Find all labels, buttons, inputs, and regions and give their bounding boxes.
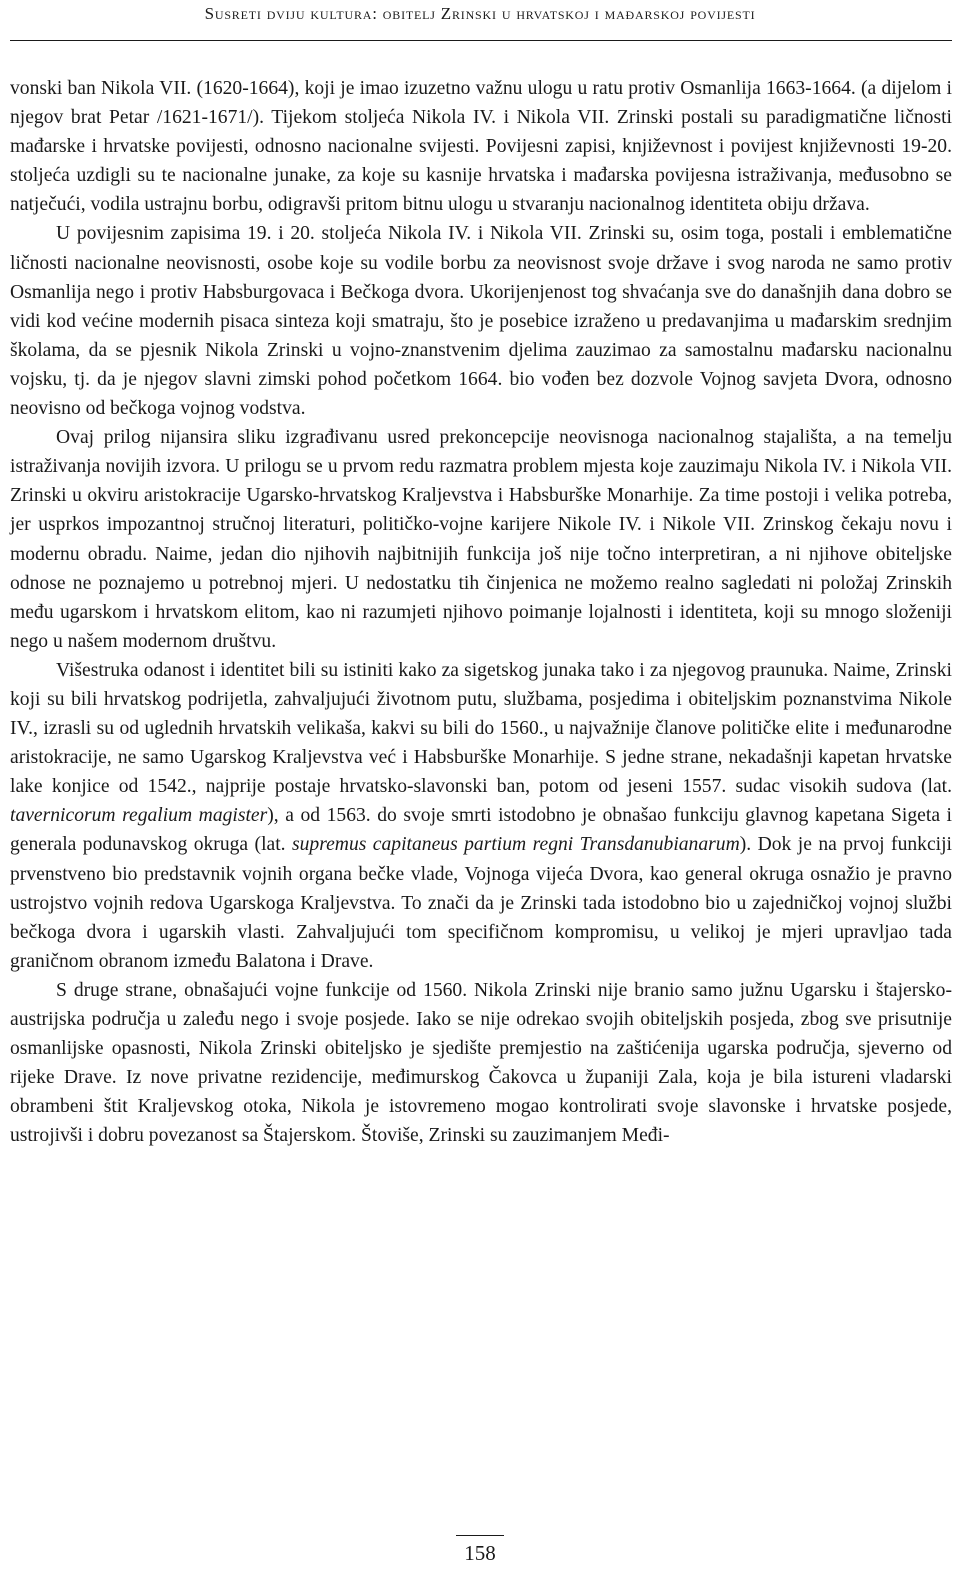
latin-term-tavernicorum: tavernicorum regalium magister [10, 805, 268, 827]
paragraph-3: Ovaj prilog nijansira sliku izgrađivanu usred prekoncepcije neovisnoga nacionalnog stajališta, a na temelju istraživanja novijih izvora. U prilogu se u prvom redu razmatra problem mjesta koje zauzimaju Nikola IV. i Nikola VII. Zrinski u okviru aristokracije Ugarsko-hrvatskog Kraljevstva i Habsburške Monarhije. Za time postoji i velika potreba, jer usprkos impozantnoj stručnoj literaturi, političko-vojne karijere Nikole IV. i Nikole VII. Zrinskog čekaju novu i modernu obradu. Naime, jedan dio njihovih najbitnijih funkcija još nije točno interpretiran, a ni njihove obiteljske odnose ne poznajemo u potrebnoj mjeri. U nedostatku tih činjenica ne možemo realno sagledati ni položaj Zrinskih među ugarskom i hrvatskom elitom, kao ni razumjeti njihovo poimanje lojalnosti i identiteta, koji su mnogo složeniji nego u našem modernom društvu. [10, 427, 952, 652]
paragraph-4-part-c: ). Dok je na prvoj funkciji prvenstveno bio predstavnik vojnih organa bečke vlade, Vojnoga vijeća Dvora, kao general okruga osnažio je pravno ustrojstvo vojnih redova Ugarskoga Kraljevstva. To znači da je Zrinski tada istodobno bio u zajedničkoj vojnoj službi bečkoga dvora i ugarskih vlasti. Zahvaljujući tom specifičnom kompromisu, u velikoj je mjeri upravljao tada graničnom obranom između Balatona i Drave. [10, 834, 952, 972]
page-number: 158 [464, 1541, 496, 1565]
latin-term-supremus: supremus capitaneus partium regni Transdanubianarum [291, 834, 740, 856]
main-text [10, 74, 952, 1150]
footer-divider [456, 1535, 504, 1536]
paragraph-4-part-b: ), a od 1563. do svoje smrti istodobno je obnašao funkciju glavnog kapetana Sigeta i generala podunavskog okruga (lat. [10, 805, 952, 856]
paragraph-1: vonski ban Nikola VII. (1620-1664), koji je imao izuzetno važnu ulogu u ratu protiv Osmanlija 1663-1664. (a dijelom i njegov brat Petar /1621-1671/). Tijekom stoljeća Nikola IV. i Nikola VII. Zrinski postali su paradigmatične ličnosti mađarske i hrvatske povijesti, odnosno nacionalne svijesti. Povijesni zapisi, književnost i povijest književnosti 19-20. stoljeća uzdigli su te nacionalne junake, za koje su kasnije hrvatska i mađarska povijesna istraživanja, međusobno se natječući, vodila ustrajnu borbu, odigravši pritom bitnu ulogu u stvaranju nacionalnog identiteta obiju država. [10, 78, 952, 216]
paragraph-2: U povijesnim zapisima 19. i 20. stoljeća Nikola IV. i Nikola VII. Zrinski su, osim toga, postali i emblematične ličnosti nacionalne neovisnosti, osobe koje su vodile borbu za neovisnost svoje države i svog naroda ne samo protiv Osmanlija nego i protiv Habsburgovaca i Bečkoga dvora. Ukorijenjenost tog shvaćanja sve do današnjih dana dobro se vidi kod većine modernih pisaca sinteza koji smatraju, što je posebice izraženo u predavanjima u mađarskim srednjim školama, da se pjesnik Nikola Zrinski u vojno-znanstvenim djelima zauzimao za samostalnu mađarsku nacionalnu vojsku, tj. da je njegov slavni zimski pohod početkom 1664. bio vođen bez dozvole Vojnog savjeta Dvora, odnosno neovisno od bečkoga vojnog vodstva. [10, 223, 952, 420]
running-header: Susreti dviju kultura: obitelj Zrinski u hrvatskoj i mađarskoj povijesti [204, 4, 756, 23]
paragraph-5: S druge strane, obnašajući vojne funkcije od 1560. Nikola Zrinski nije branio samo južnu Ugarsku i štajersko-austrijska područja u zaleđu nego i svoje posjede. Iako se nije odrekao svojih obiteljskih posjeda, zbog sve prisutnije osmanlijske opasnosti, Nikola Zrinski obiteljsko je sjedište premjestio na zaštićenija ugarska područja, sjeverno od rijeke Drave. Iz nove privatne rezidencije, međimurskog Čakovca u županiji Zala, koja je bila istureni vladarski obrambeni štit Kraljevskog otoka, Nikola je istovremeno mogao kontrolirati svoje slavonske i hrvatske posjede, ustrojivši i dobru povezanost sa Štajerskom. Štoviše, Zrinski su zauzimanjem Međi- [10, 979, 952, 1147]
paragraph-4-part-a: Višestruka odanost i identitet bili su istiniti kako za sigetskog junaka tako i za njegovog praunuka. Naime, Zrinski koji su bili hrvatskog podrijetla, zahvaljujući životnom putu, službama, posjedima i obiteljskim poznanstvima Nikole IV., izrasli su od uglednih hrvatskih velikaša, kakvi su bili do 1560., u najvažnije članove političke elite i međunarodne aristokracije, ne samo Ugarskog Kraljevstva već i Habsburške Monarhije. S jedne strane, nekadašnji kapetan hrvatske lake konjice od 1542., najprije postaje hrvatsko-slavonski ban, potom od jeseni 1557. sudac visokih sudova (lat. [10, 659, 952, 798]
header-divider [10, 40, 952, 41]
paragraph-4 [10, 656, 952, 976]
